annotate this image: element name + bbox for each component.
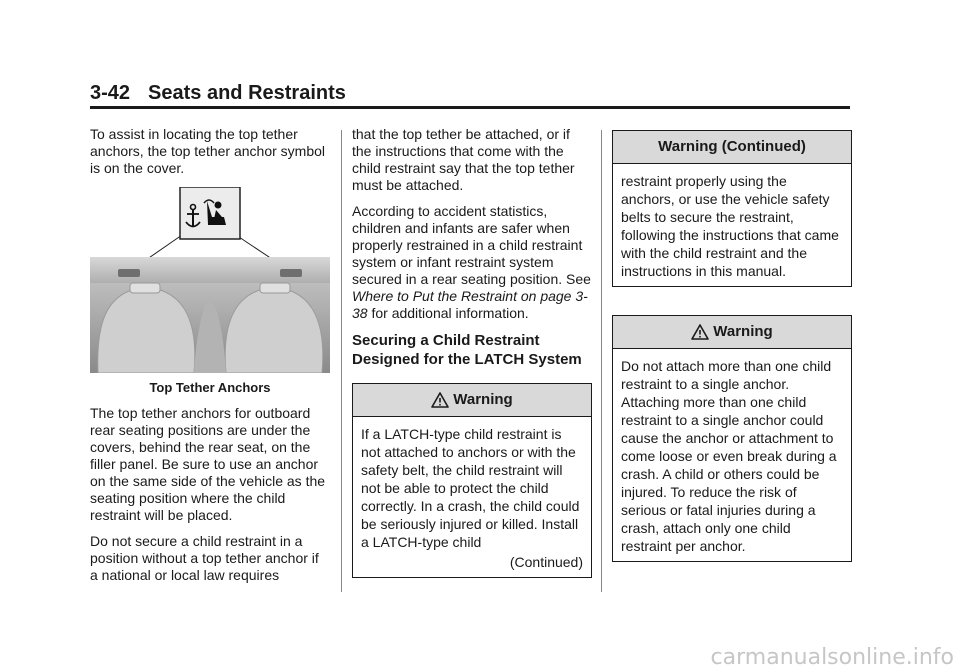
warning-triangle-icon	[691, 324, 709, 340]
warning-title: Warning	[713, 323, 773, 340]
paragraph: The top tether anchors for outboard rear seating positions are under the covers, behind the rear seat, on the filler panel. Be sure to use an anchor on the same side of the vehicle as the seating position where the child restraint will be placed.	[90, 405, 326, 523]
warning-box	[352, 383, 592, 578]
section-heading: Securing a Child Restraint Designed for the LATCH System	[352, 332, 582, 368]
warning-text: restraint properly using the anchors, or use the vehicle safety belts to secure the restraint, following the instructions that came with the child restraint and the instructions in this manual.	[621, 173, 839, 279]
warning-box	[612, 315, 852, 562]
paragraph-text: for additional information.	[367, 305, 529, 321]
continued-label: (Continued)	[509, 554, 583, 570]
page-number: 3-42	[90, 82, 131, 104]
warning-header	[353, 384, 591, 417]
warning-header: Warning (Continued)	[613, 131, 851, 164]
figure-caption: Top Tether Anchors	[149, 380, 271, 395]
paragraph-text: According to accident statistics, children and infants are safer when properly restrained in a child restraint system or infant restraint system secured in a rear seating position. See	[352, 203, 591, 287]
warning-title: Warning	[453, 391, 513, 408]
rear-seat-illustration	[90, 187, 330, 373]
paragraph	[352, 203, 592, 322]
column-3	[612, 130, 852, 590]
warning-body	[353, 417, 591, 577]
warning-triangle-icon	[431, 392, 449, 408]
warning-text: If a LATCH-type child restraint is not attached to anchors or with the safety belt, the child restraint will not be able to protect the child correctly. In a crash, the child could be seriously injured or killed. Install a LATCH-type child	[361, 426, 580, 550]
warning-text: Do not attach more than one child restraint to a single anchor. Attaching more than one child restraint to a single anchor could cause the anchor or attachment to come loose or even break during a crash. A child or others could be injured. To reduce the risk of serious or fatal injuries during a crash, attach only one child restraint per anchor.	[621, 358, 837, 554]
column-divider	[601, 130, 602, 592]
paragraph: that the top tether be attached, or if the instructions that come with the child restraint say that the top tether must be attached.	[352, 126, 575, 193]
paragraph: Do not secure a child restraint in a position without a top tether anchor if a national or local law requires	[90, 533, 319, 583]
warning-body	[613, 349, 851, 561]
section-title: Seats and Restraints	[148, 82, 346, 104]
watermark: carmanualsonline.info	[710, 645, 954, 670]
page-header	[90, 80, 850, 109]
top-tether-figure	[90, 187, 330, 373]
cross-reference-link[interactable]: Where to Put the Restraint on page 3-38	[352, 288, 588, 321]
warning-box-continued	[612, 130, 852, 287]
column-2	[352, 126, 592, 606]
warning-body	[613, 164, 851, 286]
column-divider	[341, 130, 342, 592]
column-1	[90, 126, 330, 593]
warning-header	[613, 316, 851, 349]
intro-paragraph: To assist in locating the top tether anchors, the top tether anchor symbol is on the cover.	[90, 126, 326, 176]
